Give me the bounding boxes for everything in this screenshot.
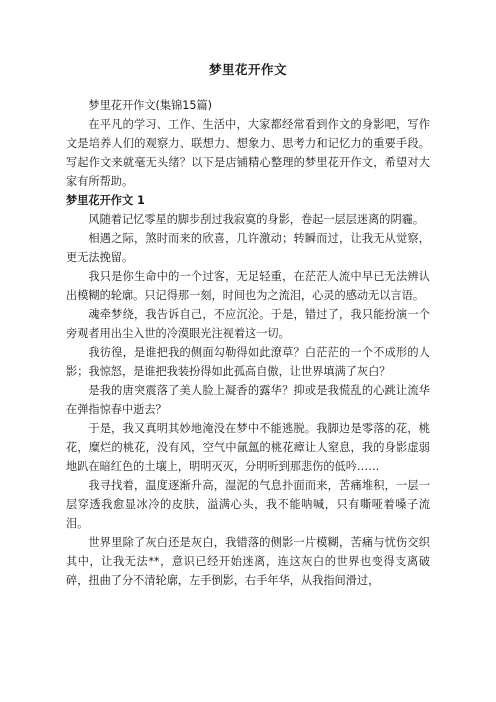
body-paragraph: 相遇之际，煞时而来的欣喜，几许激动；转瞬而过，让我无从觉察，更无法挽留。 [66,232,430,264]
section-heading: 梦里花开作文 1 [66,194,145,207]
document-subtitle: 梦里花开作文(集锦15篇) [88,99,213,112]
intro-paragraph: 在平凡的学习、工作、生活中，大家都经常看到作文的身影吧，写作文是培养人们的观察力、联想力、想象力、思考力和记忆力的重要手段。写起作文来就毫无头绪？以下是店铺精心整理的梦里花开作文，希望对大家有所帮助。 [66,118,430,188]
body-paragraph: 我只是你生命中的一个过客，无足轻重，在茫茫人流中早已无法辨认出模糊的轮廓。只记得那一刻，时间也为之流泪，心灵的感动无以言语。 [66,270,430,302]
body-paragraph: 我彷徨，是谁把我的侧面勾勒得如此潦草？白茫茫的一个不成形的人影；我惊怒，是谁把我装扮得如此孤高自傲，让世界填满了灰白？ [66,346,430,378]
body-paragraph: 魂牵梦绕，我告诉自己，不应沉沦。于是，错过了，我只能扮演一个旁观者用出尘入世的冷漠眼光注视着这一切。 [66,308,430,340]
body-paragraph: 风随着记忆零星的脚步刮过我寂寞的身影，卷起一层层迷离的阴霾。 [88,213,425,226]
essay-body [66,210,430,590]
body-paragraph: 世界里除了灰白还是灰白，我错落的侧影一片模糊，苦痛与忧伤交织其中，让我无法**，意识已经开始迷离，连这灰白的世界也变得支离破碎，扭曲了分不清轮廓，左手倒影，右手年华，从我指间滑过， [66,536,430,587]
body-paragraph: 我寻找着，温度逐渐升高，湿泥的气息扑面而来，苦痛堆积，一层一层穿透我愈显冰冷的皮肤，溢满心头，我不能呐喊，只有嘶哑着嗓子流泪。 [66,479,430,530]
body-paragraph: 是我的唐突震落了美人脸上凝香的露华？抑或是我慌乱的心跳让流华在弹指惊春中逝去？ [66,384,430,416]
document-title: 梦里花开作文 [208,62,287,77]
body-paragraph: 于是，我又真明其妙地淹没在梦中不能逃脱。我脚边是零落的花，桃花，糜烂的桃花，没有风，空气中氤氲的桃花瘴让人窒息，我的身影虚弱地趴在暗红色的土壤上，明明灭灭，分明听到那悲伤的低吟…… [66,422,430,473]
